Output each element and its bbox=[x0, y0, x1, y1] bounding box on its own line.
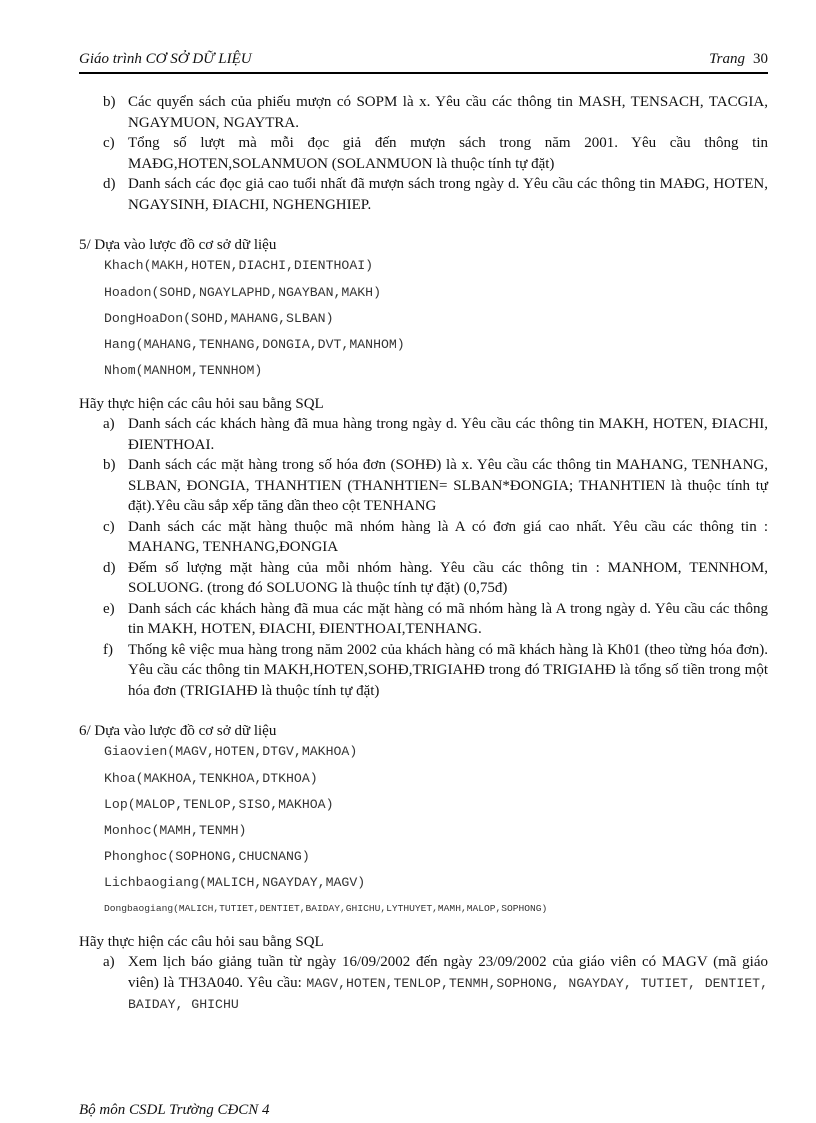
section-heading: 5/ Dựa vào lược đồ cơ sở dữ liệu bbox=[79, 237, 277, 253]
schema-line: Monhoc(MAMH,TENMH) bbox=[104, 822, 247, 838]
sql-prompt: Hãy thực hiện các câu hỏi sau bằng SQL bbox=[79, 933, 324, 950]
section-heading: 6/ Dựa vào lược đồ cơ sở dữ liệu bbox=[79, 723, 277, 739]
schema-line: Khach(MAKH,HOTEN,DIACHI,DIENTHOAI) bbox=[104, 257, 374, 273]
item-label: c) bbox=[103, 518, 115, 535]
item-text: Tổng số lượt mà mỗi đọc giả đến mượn sách trong năm 2001. Yêu cầu thông tin MAĐG,HOTEN,SOLANMUON (SOLANMUON là thuộc tính tự đặt) bbox=[128, 135, 768, 172]
question-item bbox=[79, 558, 768, 599]
item-text: Thống kê việc mua hàng trong năm 2002 của khách hàng có mã khách hàng là Kh01 (theo từng hóa đơn). Yêu cầu các thông tin MAKH,HOTEN,SOHĐ,TRIGIAHĐ trong đó TRIGIAHĐ là tổng số tiền trong một hóa đơn (TRIGIAHĐ là thuộc tính tự đặt) bbox=[128, 641, 768, 699]
item-label: c) bbox=[103, 135, 115, 151]
schema-line: Lop(MALOP,TENLOP,SISO,MAKHOA) bbox=[104, 796, 334, 812]
schema-line: Hoadon(SOHD,NGAYLAPHD,NGAYBAN,MAKH) bbox=[104, 284, 381, 300]
item-label: d) bbox=[103, 559, 116, 576]
page-footer: Bộ môn CSDL Trường CĐCN 4 bbox=[79, 1102, 270, 1118]
item-text: Danh sách các mặt hàng trong số hóa đơn (SOHĐ) là x. Yêu cầu các thông tin MAHANG, TENHANG, SLBAN, ĐONGIA, THANHTIEN (THANHTIEN= SLBAN*ĐONGIA; THANHTIEN là thuộc tính tự đặt).Yêu cầu sắp xếp tăng dần theo cột TENHANG bbox=[128, 457, 768, 514]
question-item bbox=[79, 414, 768, 455]
question-item bbox=[79, 599, 768, 640]
question-item bbox=[79, 92, 768, 133]
page-label: Trang bbox=[709, 51, 745, 67]
item-text: Danh sách các khách hàng đã mua hàng trong ngày d. Yêu cầu các thông tin MAKH, HOTEN, ĐIACHI, ĐIENTHOAI. bbox=[128, 416, 768, 453]
schema-line: Khoa(MAKHOA,TENKHOA,DTKHOA) bbox=[104, 770, 318, 786]
question-item bbox=[79, 640, 768, 702]
item-text: Danh sách các đọc giả cao tuổi nhất đã mượn sách trong ngày d. Yêu cầu các thông tin MAĐG, HOTEN, NGAYSINH, ĐIACHI, NGHENGHIEP. bbox=[128, 176, 768, 213]
item-label: a) bbox=[103, 954, 115, 970]
question-item bbox=[79, 133, 768, 174]
schema-line: Hang(MAHANG,TENHANG,DONGIA,DVT,MANHOM) bbox=[104, 336, 405, 352]
item-label: a) bbox=[103, 416, 115, 432]
item-code: MAGV,HOTEN,TENLOP,TENMH,SOPHONG, NGAYDAY, TUTIET, DENTIET, BAIDAY, GHICHU bbox=[128, 975, 768, 1012]
item-text: Xem lịch báo giảng tuần từ ngày 16/09/2002 đến ngày 23/09/2002 của giáo viên có MAGV (mã giáo viên) là TH3A040. Yêu cầu: bbox=[128, 954, 768, 991]
item-label: d) bbox=[103, 176, 116, 192]
item-text: Đếm số lượng mặt hàng của mỗi nhóm hàng. Yêu cầu các thông tin : MANHOM, TENNHOM, SOLUONG. (trong đó SOLUONG là thuộc tính tự đặt) (0,75đ) bbox=[128, 559, 768, 596]
schema-line: Giaovien(MAGV,HOTEN,DTGV,MAKHOA) bbox=[104, 743, 358, 759]
question-item bbox=[79, 517, 768, 558]
page-number: 30 bbox=[753, 51, 768, 67]
schema-line: Lichbaogiang(MALICH,NGAYDAY,MAGV) bbox=[104, 874, 366, 890]
item-label: f) bbox=[103, 641, 113, 658]
sql-prompt: Hãy thực hiện các câu hỏi sau bằng SQL bbox=[79, 395, 324, 412]
page-indicator bbox=[709, 51, 768, 68]
schema-line: DongHoaDon(SOHD,MAHANG,SLBAN) bbox=[104, 310, 334, 326]
question-item bbox=[79, 455, 768, 517]
item-label: e) bbox=[103, 600, 115, 617]
schema-line: Phonghoc(SOPHONG,CHUCNANG) bbox=[104, 848, 310, 864]
item-text: Danh sách các khách hàng đã mua các mặt hàng có mã nhóm hàng là A trong ngày d. Yêu cầu các thông tin MAKH, HOTEN, ĐIACHI, ĐIENTHOAI,TENHANG. bbox=[128, 600, 768, 637]
schema-line: Dongbaogiang(MALICH,TUTIET,DENTIET,BAIDAY,GHICHU,LYTHUYET,MAMH,MALOP,SOPHONG) bbox=[104, 902, 548, 914]
item-text: Danh sách các mặt hàng thuộc mã nhóm hàng là A có đơn giá cao nhất. Yêu cầu các thông tin : MAHANG, TENHANG,ĐONGIA bbox=[128, 518, 768, 555]
header-rule bbox=[79, 72, 768, 74]
page-header bbox=[79, 51, 768, 71]
book-title: Giáo trình CƠ SỞ DỮ LIỆU bbox=[79, 51, 252, 67]
question-item bbox=[79, 174, 768, 215]
schema-line: Nhom(MANHOM,TENNHOM) bbox=[104, 362, 263, 378]
page-content bbox=[79, 92, 768, 1016]
item-text: Các quyển sách của phiếu mượn có SOPM là x. Yêu cầu các thông tin MASH, TENSACH, TACGIA, NGAYMUON, NGAYTRA. bbox=[128, 94, 768, 131]
item-label: b) bbox=[103, 94, 116, 110]
question-item bbox=[79, 952, 768, 1016]
item-label: b) bbox=[103, 457, 116, 473]
